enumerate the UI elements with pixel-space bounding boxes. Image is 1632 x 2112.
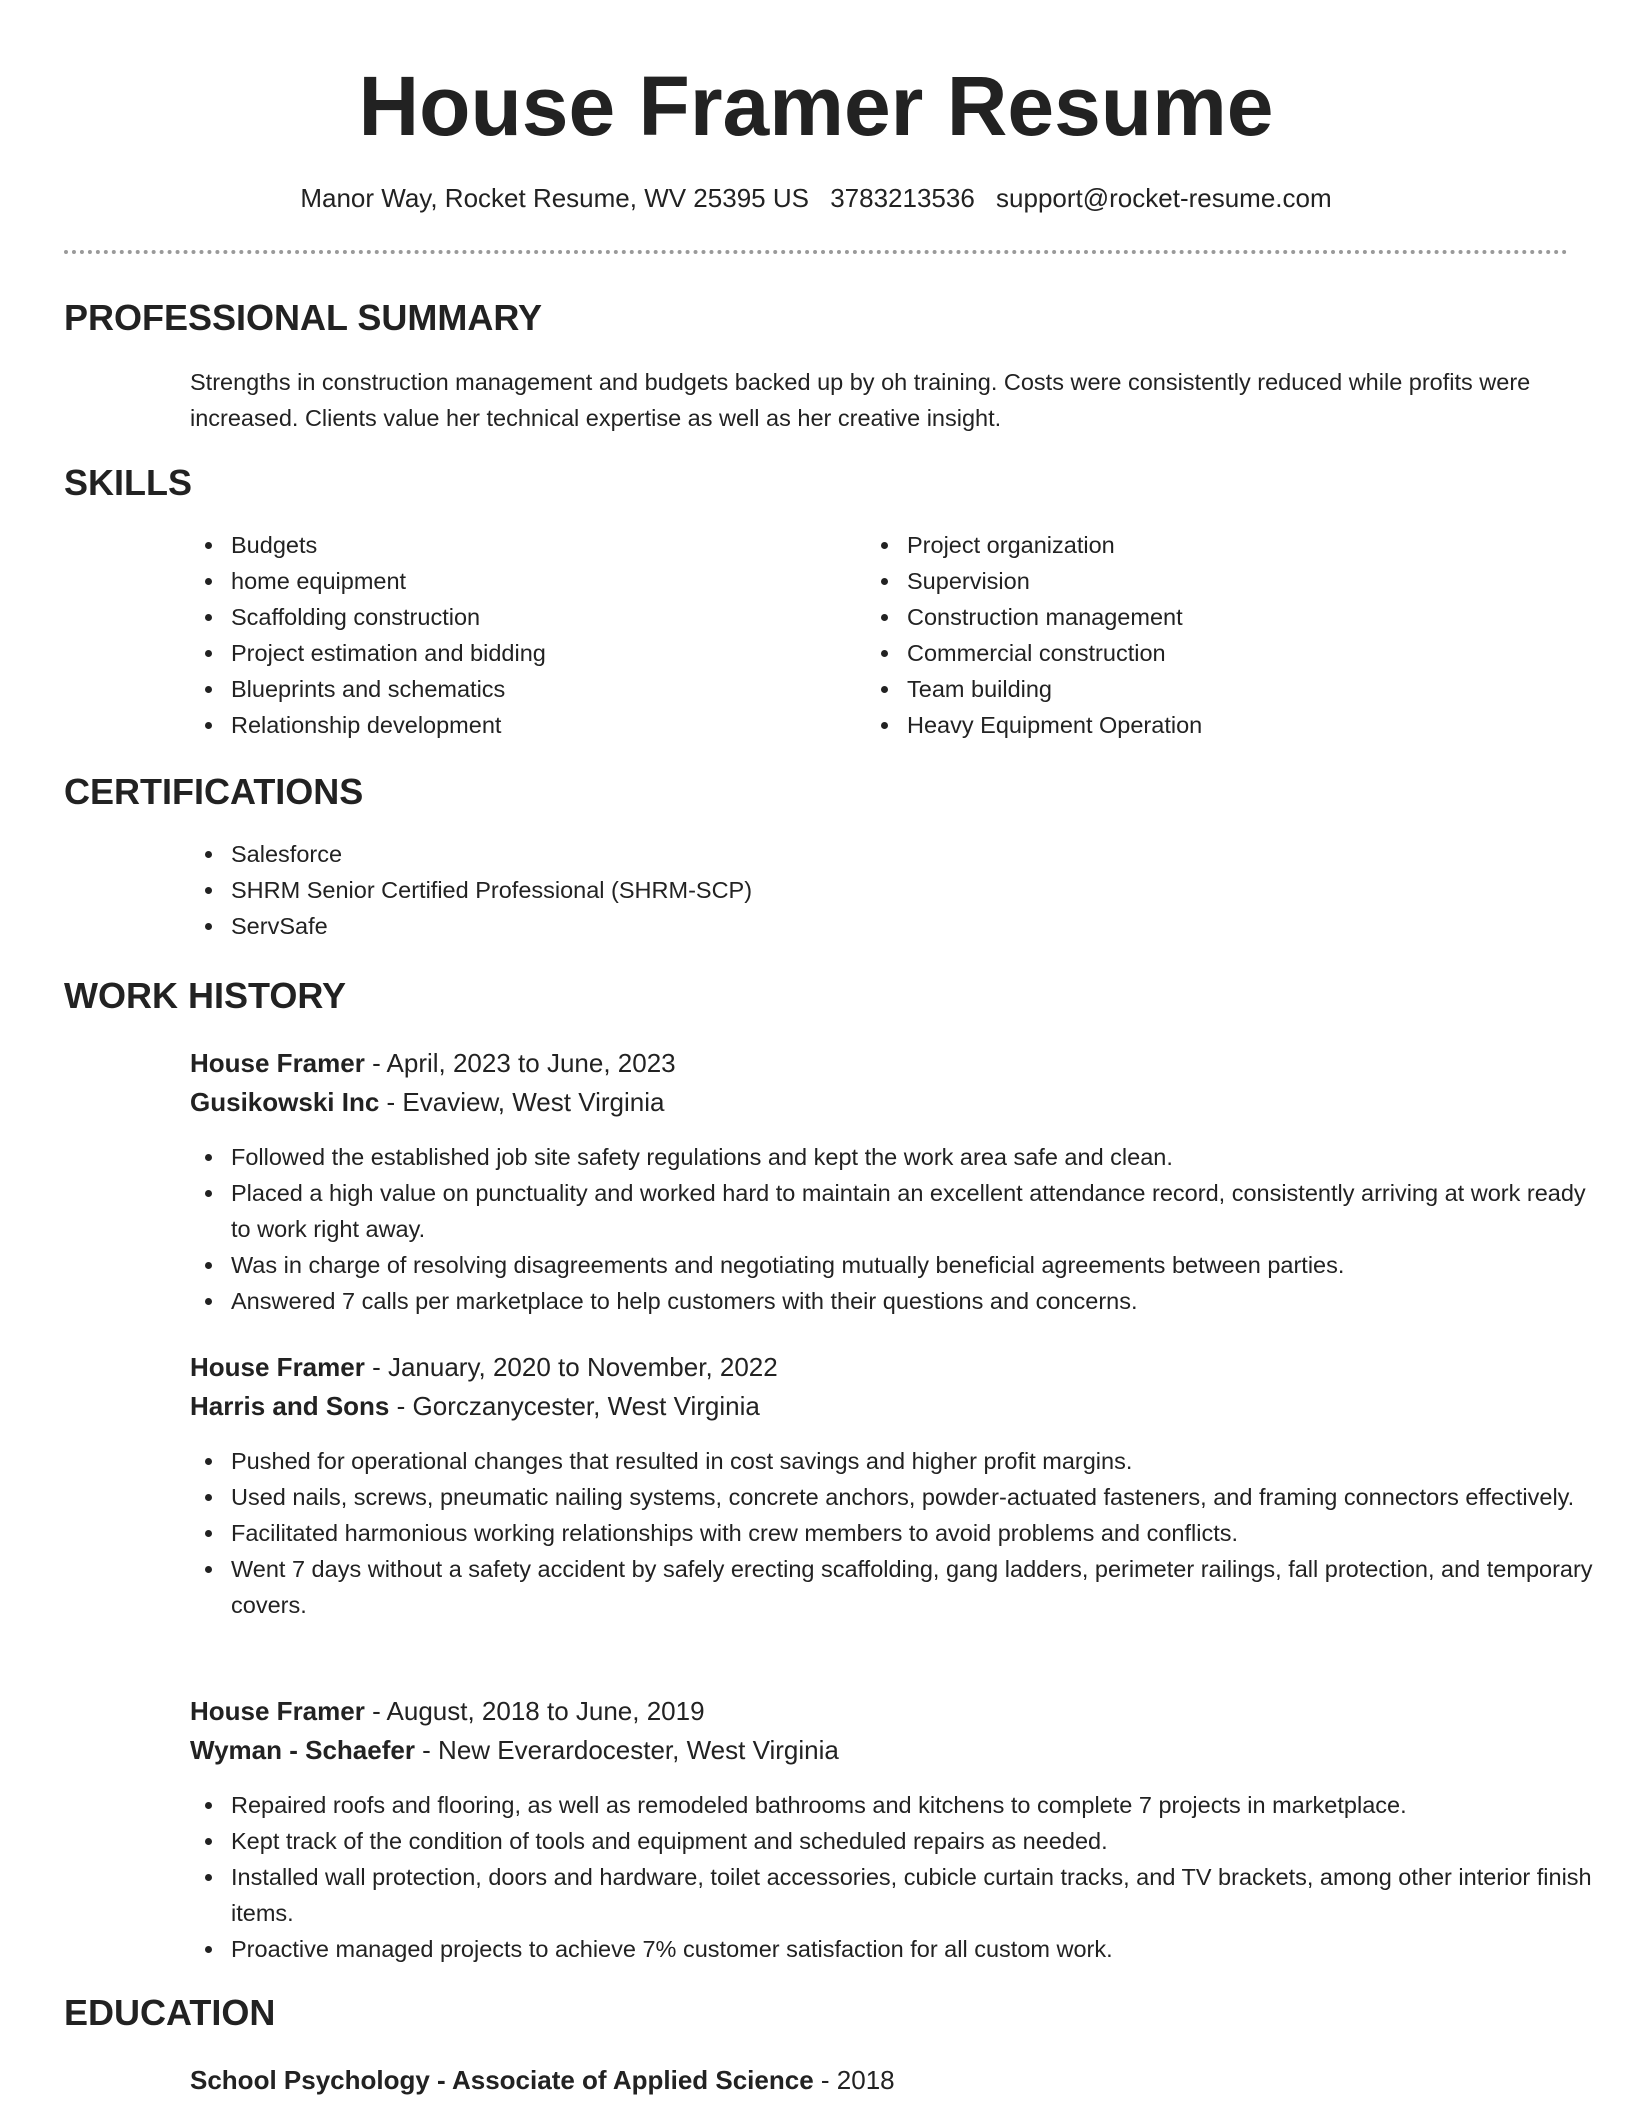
header-divider bbox=[64, 250, 1568, 254]
certification-item: ServSafe bbox=[231, 908, 1531, 944]
resume-name: House Framer Resume bbox=[358, 59, 1274, 153]
skill-item: Construction management bbox=[907, 599, 1567, 635]
contact-phone[interactable]: 3783213536 bbox=[830, 183, 975, 213]
skill-item: Commercial construction bbox=[907, 635, 1567, 671]
education-degree: School Psychology - Associate of Applied Science bbox=[190, 2065, 814, 2095]
job-bullet: Used nails, screws, pneumatic nailing systems, concrete anchors, powder-actuated fasteners, and framing connectors effectively. bbox=[231, 1479, 1606, 1515]
contact-line bbox=[0, 180, 1632, 216]
certifications-list bbox=[187, 836, 1531, 944]
job-bullet: Placed a high value on punctuality and worked hard to maintain an excellent attendance record, consistently arriving at work ready to work right away. bbox=[231, 1175, 1591, 1247]
job-title-line: House Framer - January, 2020 to November, 2022 bbox=[190, 1352, 778, 1382]
job-bullet: Pushed for operational changes that resulted in cost savings and higher profit margins. bbox=[231, 1443, 1606, 1479]
job-bullets bbox=[187, 1443, 1606, 1623]
job-bullets bbox=[187, 1787, 1606, 1967]
skill-item: home equipment bbox=[231, 563, 871, 599]
job-title: House Framer bbox=[190, 1352, 365, 1382]
job-bullets bbox=[187, 1139, 1591, 1319]
job-company: Gusikowski Inc bbox=[190, 1087, 380, 1117]
skill-item: Supervision bbox=[907, 563, 1567, 599]
job-bullet: Facilitated harmonious working relationships with crew members to avoid problems and conflicts. bbox=[231, 1515, 1606, 1551]
certifications-heading: CERTIFICATIONS bbox=[64, 771, 364, 812]
job-location: New Everardocester, West Virginia bbox=[438, 1735, 839, 1765]
contact-address: Manor Way, Rocket Resume, WV 25395 US bbox=[300, 183, 809, 213]
work-history-heading: WORK HISTORY bbox=[64, 975, 347, 1016]
job-bullet: Repaired roofs and flooring, as well as remodeled bathrooms and kitchens to complete 7 projects in marketplace. bbox=[231, 1787, 1606, 1823]
job-dates: January, 2020 to November, 2022 bbox=[387, 1352, 778, 1382]
job-dates: April, 2023 to June, 2023 bbox=[386, 1048, 676, 1078]
job-dates: August, 2018 to June, 2019 bbox=[386, 1696, 705, 1726]
skill-item: Project estimation and bidding bbox=[231, 635, 871, 671]
education-line: School Psychology - Associate of Applied Science - 2018 bbox=[190, 2065, 895, 2095]
education-year: 2018 bbox=[836, 2065, 895, 2095]
job-title-line: House Framer - August, 2018 to June, 2019 bbox=[190, 1696, 705, 1726]
job-company-line: Harris and Sons - Gorczanycester, West Virginia bbox=[190, 1391, 760, 1421]
job-company: Harris and Sons bbox=[190, 1391, 390, 1421]
job-company: Wyman - Schaefer bbox=[190, 1735, 415, 1765]
skills-heading: SKILLS bbox=[64, 462, 193, 503]
job-location: Evaview, West Virginia bbox=[402, 1087, 665, 1117]
job-title: House Framer bbox=[190, 1696, 365, 1726]
summary-text: Strengths in construction management and budgets backed up by oh training. Costs were consistently reduced while profits were increased. Clients value her technical expertise as well as her creative insight. bbox=[190, 369, 1531, 431]
skills-list-right bbox=[863, 527, 1567, 743]
skill-item: Team building bbox=[907, 671, 1567, 707]
job-bullet: Answered 7 calls per marketplace to help customers with their questions and concerns. bbox=[231, 1283, 1591, 1319]
summary-heading: PROFESSIONAL SUMMARY bbox=[64, 297, 543, 338]
skill-item: Project organization bbox=[907, 527, 1567, 563]
skill-item: Heavy Equipment Operation bbox=[907, 707, 1567, 743]
job-bullet: Was in charge of resolving disagreements and negotiating mutually beneficial agreements between parties. bbox=[231, 1247, 1591, 1283]
job-bullet: Went 7 days without a safety accident by safely erecting scaffolding, gang ladders, perimeter railings, fall protection, and temporary covers. bbox=[231, 1551, 1606, 1623]
skill-item: Budgets bbox=[231, 527, 871, 563]
skill-item: Blueprints and schematics bbox=[231, 671, 871, 707]
certification-item: Salesforce bbox=[231, 836, 1531, 872]
skill-item: Scaffolding construction bbox=[231, 599, 871, 635]
job-bullet: Kept track of the condition of tools and equipment and scheduled repairs as needed. bbox=[231, 1823, 1606, 1859]
education-heading: EDUCATION bbox=[64, 1992, 276, 2033]
job-bullet: Proactive managed projects to achieve 7% customer satisfaction for all custom work. bbox=[231, 1931, 1606, 1967]
job-bullet: Followed the established job site safety regulations and kept the work area safe and clean. bbox=[231, 1139, 1591, 1175]
job-title: House Framer bbox=[190, 1048, 365, 1078]
job-location: Gorczanycester, West Virginia bbox=[412, 1391, 760, 1421]
skills-list-left bbox=[187, 527, 871, 743]
contact-email[interactable]: support@rocket-resume.com bbox=[996, 183, 1332, 213]
job-bullet: Installed wall protection, doors and hardware, toilet accessories, cubicle curtain tracks, and TV brackets, among other interior finish items. bbox=[231, 1859, 1606, 1931]
skill-item: Relationship development bbox=[231, 707, 871, 743]
certification-item: SHRM Senior Certified Professional (SHRM-SCP) bbox=[231, 872, 1531, 908]
job-company-line: Gusikowski Inc - Evaview, West Virginia bbox=[190, 1087, 665, 1117]
job-company-line: Wyman - Schaefer - New Everardocester, West Virginia bbox=[190, 1735, 839, 1765]
job-title-line: House Framer - April, 2023 to June, 2023 bbox=[190, 1048, 676, 1078]
